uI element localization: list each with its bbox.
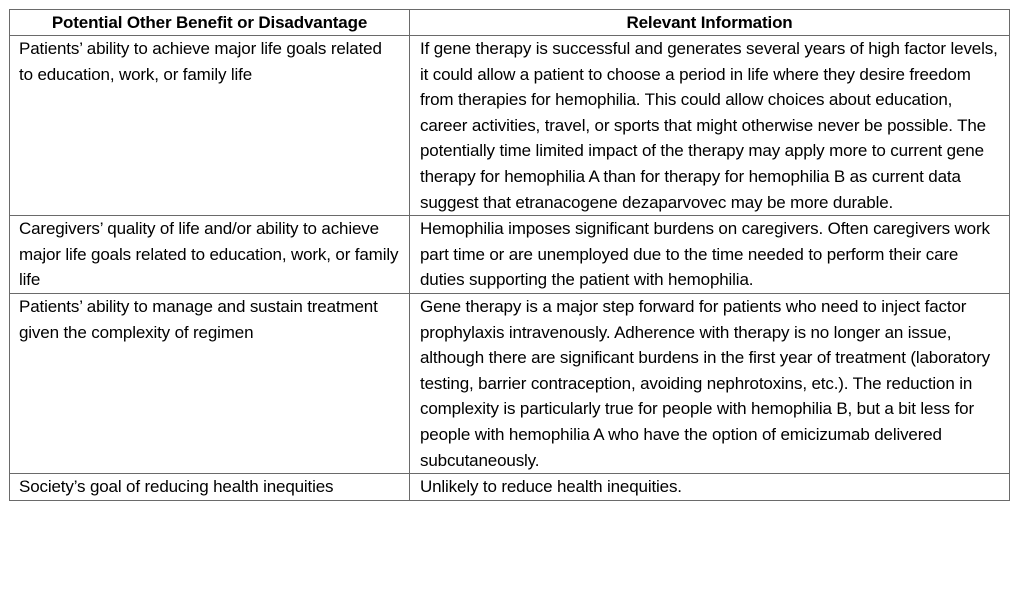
benefit-cell: Patients’ ability to achieve major life goals related to education, work, or family life [10, 36, 410, 216]
info-cell: Hemophilia imposes significant burdens on caregivers. Often caregivers work part time or are unemployed due to the time needed to perform their care duties supporting the patient with hemophilia. [410, 216, 1010, 294]
info-cell: Unlikely to reduce health inequities. [410, 474, 1010, 501]
header-benefit: Potential Other Benefit or Disadvantage [10, 10, 410, 36]
info-cell: Gene therapy is a major step forward for patients who need to inject factor prophylaxis intravenously. Adherence with therapy is no longer an issue, although there are significant burdens in the first year of treatment (laboratory testing, barrier contraception, avoiding nephrotoxins, etc.). The reduction in complexity is particularly true for people with hemophilia B, but a bit less for people with hemophilia A who have the option of emicizumab delivered subcutaneously. [410, 293, 1010, 473]
benefit-cell: Society’s goal of reducing health inequities [10, 474, 410, 501]
table-row [10, 474, 1010, 501]
table-row [10, 293, 1010, 473]
benefit-cell: Patients’ ability to manage and sustain treatment given the complexity of regimen [10, 293, 410, 473]
info-cell: If gene therapy is successful and generates several years of high factor levels, it could allow a patient to choose a period in life where they desire freedom from therapies for hemophilia. This could allow choices about education, career activities, travel, or sports that might otherwise never be possible. The potentially time limited impact of the therapy may apply more to current gene therapy for hemophilia A than for therapy for hemophilia B as current data suggest that etranacogene dezaparvovec may be more durable. [410, 36, 1010, 216]
table-row [10, 36, 1010, 216]
table-header-row [10, 10, 1010, 36]
table-row [10, 216, 1010, 294]
benefits-table [9, 9, 1010, 501]
benefit-cell: Caregivers’ quality of life and/or ability to achieve major life goals related to education, work, or family life [10, 216, 410, 294]
header-info: Relevant Information [410, 10, 1010, 36]
